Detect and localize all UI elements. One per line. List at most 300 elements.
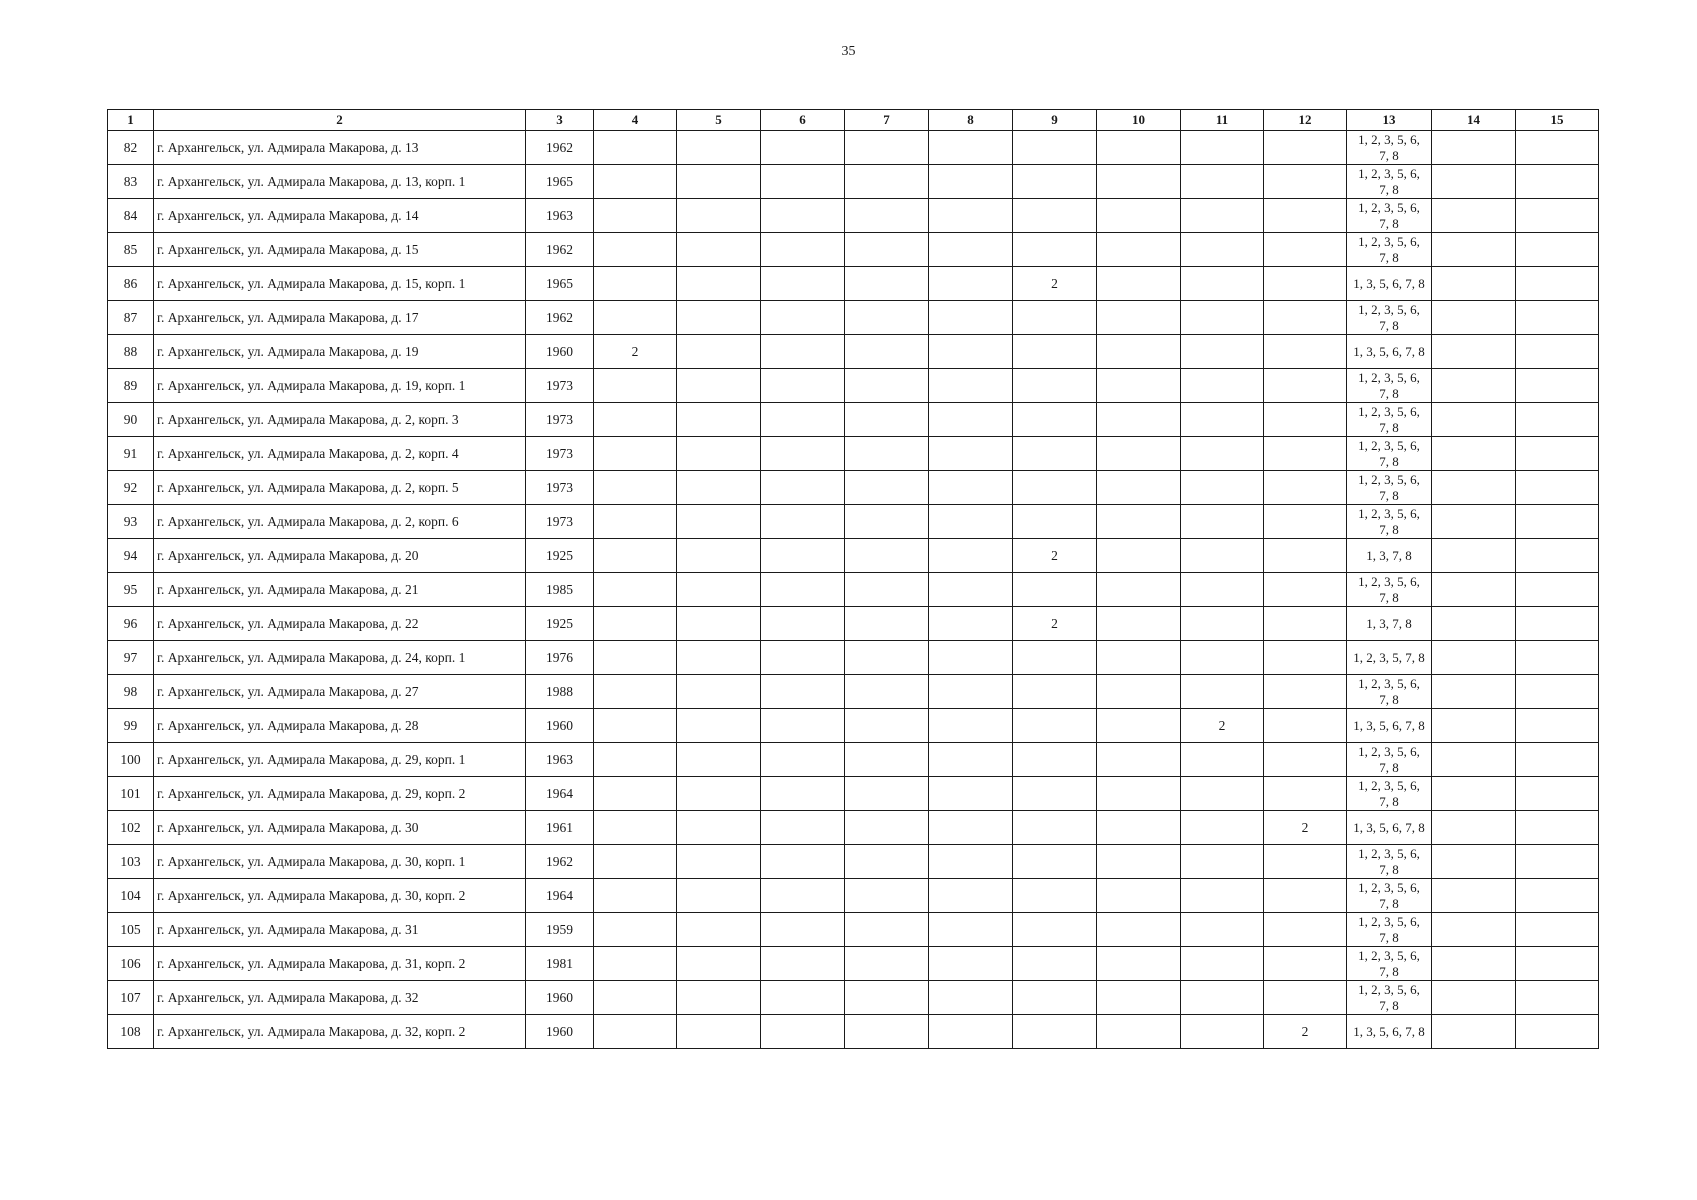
notes-text: 1, 3, 7, 8 (1366, 615, 1412, 631)
value-cell-col-8 (929, 743, 1013, 777)
notes-text: 1, 2, 3, 5, 6, 7, 8 (1358, 369, 1420, 401)
value-cell-col-11 (1181, 641, 1264, 675)
value-cell-col-6 (761, 913, 845, 947)
value-cell-col-6 (761, 539, 845, 573)
value-cell-col-7 (845, 607, 929, 641)
value-cell-col-6 (761, 573, 845, 607)
column-header-11: 11 (1181, 110, 1264, 131)
year-cell: 1960 (526, 981, 594, 1015)
value-cell-col-9 (1013, 403, 1097, 437)
value-cell-col-8 (929, 709, 1013, 743)
value-cell-col-9: 2 (1013, 607, 1097, 641)
value-cell-col-4 (594, 675, 677, 709)
table-row (108, 981, 1599, 1015)
value-cell-col-14 (1432, 641, 1516, 675)
value-cell-col-15 (1516, 743, 1599, 777)
value-cell-col-12: 2 (1264, 1015, 1347, 1049)
value-cell-col-6 (761, 947, 845, 981)
notes-cell (1347, 233, 1432, 267)
address-cell: г. Архангельск, ул. Адмирала Макарова, д. 2, корп. 6 (154, 505, 526, 539)
table-row (108, 131, 1599, 165)
value-cell-col-5 (677, 165, 761, 199)
value-cell-col-5 (677, 913, 761, 947)
value-cell-col-9 (1013, 505, 1097, 539)
address-cell: г. Архангельск, ул. Адмирала Макарова, д. 29, корп. 1 (154, 743, 526, 777)
value-cell-col-10 (1097, 947, 1181, 981)
year-cell: 1976 (526, 641, 594, 675)
year-cell: 1973 (526, 471, 594, 505)
value-cell-col-10 (1097, 267, 1181, 301)
row-number-cell: 87 (108, 301, 154, 335)
value-cell-col-12 (1264, 777, 1347, 811)
value-cell-col-10 (1097, 845, 1181, 879)
value-cell-col-4 (594, 913, 677, 947)
value-cell-col-7 (845, 675, 929, 709)
column-header-13: 13 (1347, 110, 1432, 131)
value-cell-col-4 (594, 981, 677, 1015)
table-row (108, 437, 1599, 471)
column-header-9: 9 (1013, 110, 1097, 131)
value-cell-col-6 (761, 981, 845, 1015)
value-cell-col-5 (677, 335, 761, 369)
value-cell-col-4 (594, 811, 677, 845)
address-cell: г. Архангельск, ул. Адмирала Макарова, д. 15, корп. 1 (154, 267, 526, 301)
value-cell-col-15 (1516, 573, 1599, 607)
value-cell-col-7 (845, 335, 929, 369)
table-row (108, 301, 1599, 335)
value-cell-col-14 (1432, 709, 1516, 743)
value-cell-col-6 (761, 811, 845, 845)
value-cell-col-5 (677, 981, 761, 1015)
table-body (108, 131, 1599, 1049)
value-cell-col-11 (1181, 233, 1264, 267)
notes-text: 1, 3, 7, 8 (1366, 547, 1412, 563)
column-header-5: 5 (677, 110, 761, 131)
year-cell: 1960 (526, 1015, 594, 1049)
value-cell-col-8 (929, 471, 1013, 505)
table-row (108, 913, 1599, 947)
value-cell-col-10 (1097, 675, 1181, 709)
row-number-cell: 102 (108, 811, 154, 845)
notes-text: 1, 3, 5, 6, 7, 8 (1353, 1023, 1425, 1039)
notes-text: 1, 2, 3, 5, 6, 7, 8 (1358, 913, 1420, 945)
year-cell: 1973 (526, 369, 594, 403)
value-cell-col-12 (1264, 403, 1347, 437)
notes-cell (1347, 879, 1432, 913)
value-cell-col-7 (845, 641, 929, 675)
value-cell-col-8 (929, 1015, 1013, 1049)
value-cell-col-9 (1013, 913, 1097, 947)
row-number-cell: 92 (108, 471, 154, 505)
value-cell-col-11 (1181, 777, 1264, 811)
value-cell-col-5 (677, 539, 761, 573)
value-cell-col-5 (677, 131, 761, 165)
notes-text: 1, 2, 3, 5, 6, 7, 8 (1358, 675, 1420, 707)
table-row (108, 539, 1599, 573)
value-cell-col-5 (677, 743, 761, 777)
row-number-cell: 98 (108, 675, 154, 709)
value-cell-col-7 (845, 879, 929, 913)
value-cell-col-10 (1097, 403, 1181, 437)
table-row (108, 369, 1599, 403)
value-cell-col-12 (1264, 437, 1347, 471)
value-cell-col-11 (1181, 335, 1264, 369)
value-cell-col-8 (929, 131, 1013, 165)
address-cell: г. Архангельск, ул. Адмирала Макарова, д. 2, корп. 3 (154, 403, 526, 437)
value-cell-col-15 (1516, 301, 1599, 335)
notes-text: 1, 2, 3, 5, 6, 7, 8 (1358, 981, 1420, 1013)
year-cell: 1988 (526, 675, 594, 709)
value-cell-col-8 (929, 675, 1013, 709)
value-cell-col-11 (1181, 471, 1264, 505)
table-row (108, 879, 1599, 913)
value-cell-col-9 (1013, 471, 1097, 505)
year-cell: 1965 (526, 267, 594, 301)
row-number-cell: 107 (108, 981, 154, 1015)
row-number-cell: 103 (108, 845, 154, 879)
value-cell-col-4 (594, 233, 677, 267)
value-cell-col-7 (845, 777, 929, 811)
value-cell-col-6 (761, 403, 845, 437)
value-cell-col-11 (1181, 369, 1264, 403)
value-cell-col-12 (1264, 369, 1347, 403)
value-cell-col-6 (761, 641, 845, 675)
value-cell-col-7 (845, 369, 929, 403)
notes-cell (1347, 403, 1432, 437)
value-cell-col-11 (1181, 539, 1264, 573)
row-number-cell: 84 (108, 199, 154, 233)
value-cell-col-12 (1264, 301, 1347, 335)
address-cell: г. Архангельск, ул. Адмирала Макарова, д. 2, корп. 4 (154, 437, 526, 471)
notes-cell (1347, 267, 1432, 301)
column-header-12: 12 (1264, 110, 1347, 131)
address-cell: г. Архангельск, ул. Адмирала Макарова, д. 14 (154, 199, 526, 233)
row-number-cell: 96 (108, 607, 154, 641)
value-cell-col-12 (1264, 913, 1347, 947)
notes-cell (1347, 573, 1432, 607)
notes-cell (1347, 165, 1432, 199)
notes-text: 1, 2, 3, 5, 6, 7, 8 (1358, 199, 1420, 231)
year-cell: 1925 (526, 539, 594, 573)
value-cell-col-4 (594, 539, 677, 573)
value-cell-col-15 (1516, 335, 1599, 369)
value-cell-col-5 (677, 233, 761, 267)
row-number-cell: 91 (108, 437, 154, 471)
value-cell-col-11 (1181, 403, 1264, 437)
notes-text: 1, 3, 5, 6, 7, 8 (1353, 717, 1425, 733)
value-cell-col-11 (1181, 981, 1264, 1015)
value-cell-col-11 (1181, 1015, 1264, 1049)
notes-cell (1347, 709, 1432, 743)
table-row (108, 1015, 1599, 1049)
value-cell-col-14 (1432, 743, 1516, 777)
row-number-cell: 88 (108, 335, 154, 369)
column-header-14: 14 (1432, 110, 1516, 131)
value-cell-col-6 (761, 675, 845, 709)
value-cell-col-10 (1097, 879, 1181, 913)
notes-cell (1347, 913, 1432, 947)
value-cell-col-9 (1013, 675, 1097, 709)
value-cell-col-7 (845, 845, 929, 879)
value-cell-col-5 (677, 471, 761, 505)
notes-text: 1, 2, 3, 5, 6, 7, 8 (1358, 131, 1420, 163)
value-cell-col-4 (594, 131, 677, 165)
address-cell: г. Архангельск, ул. Адмирала Макарова, д. 29, корп. 2 (154, 777, 526, 811)
value-cell-col-4: 2 (594, 335, 677, 369)
value-cell-col-15 (1516, 1015, 1599, 1049)
table-row (108, 777, 1599, 811)
value-cell-col-9 (1013, 369, 1097, 403)
column-header-4: 4 (594, 110, 677, 131)
year-cell: 1973 (526, 505, 594, 539)
value-cell-col-4 (594, 505, 677, 539)
value-cell-col-14 (1432, 437, 1516, 471)
value-cell-col-6 (761, 233, 845, 267)
row-number-cell: 104 (108, 879, 154, 913)
value-cell-col-12: 2 (1264, 811, 1347, 845)
table-row (108, 573, 1599, 607)
value-cell-col-6 (761, 777, 845, 811)
value-cell-col-4 (594, 641, 677, 675)
value-cell-col-5 (677, 403, 761, 437)
row-number-cell: 97 (108, 641, 154, 675)
value-cell-col-7 (845, 573, 929, 607)
value-cell-col-10 (1097, 165, 1181, 199)
value-cell-col-7 (845, 233, 929, 267)
value-cell-col-7 (845, 913, 929, 947)
column-header-10: 10 (1097, 110, 1181, 131)
value-cell-col-14 (1432, 267, 1516, 301)
value-cell-col-14 (1432, 471, 1516, 505)
notes-text: 1, 2, 3, 5, 6, 7, 8 (1358, 573, 1420, 605)
notes-text: 1, 2, 3, 5, 6, 7, 8 (1358, 165, 1420, 197)
row-number-cell: 85 (108, 233, 154, 267)
address-cell: г. Архангельск, ул. Адмирала Макарова, д. 24, корп. 1 (154, 641, 526, 675)
year-cell: 1962 (526, 131, 594, 165)
value-cell-col-14 (1432, 403, 1516, 437)
value-cell-col-11: 2 (1181, 709, 1264, 743)
value-cell-col-9 (1013, 777, 1097, 811)
value-cell-col-14 (1432, 777, 1516, 811)
value-cell-col-15 (1516, 403, 1599, 437)
notes-cell (1347, 199, 1432, 233)
notes-cell (1347, 131, 1432, 165)
value-cell-col-7 (845, 947, 929, 981)
value-cell-col-10 (1097, 607, 1181, 641)
value-cell-col-15 (1516, 709, 1599, 743)
column-header-1: 1 (108, 110, 154, 131)
value-cell-col-9 (1013, 811, 1097, 845)
value-cell-col-8 (929, 233, 1013, 267)
value-cell-col-10 (1097, 369, 1181, 403)
value-cell-col-9 (1013, 981, 1097, 1015)
value-cell-col-15 (1516, 233, 1599, 267)
value-cell-col-6 (761, 1015, 845, 1049)
value-cell-col-8 (929, 165, 1013, 199)
value-cell-col-8 (929, 505, 1013, 539)
value-cell-col-6 (761, 607, 845, 641)
value-cell-col-15 (1516, 539, 1599, 573)
year-cell: 1960 (526, 709, 594, 743)
column-header-3: 3 (526, 110, 594, 131)
value-cell-col-14 (1432, 981, 1516, 1015)
value-cell-col-10 (1097, 471, 1181, 505)
value-cell-col-7 (845, 505, 929, 539)
year-cell: 1962 (526, 233, 594, 267)
page-number: 35 (841, 44, 856, 59)
value-cell-col-14 (1432, 131, 1516, 165)
address-cell: г. Архангельск, ул. Адмирала Макарова, д. 2, корп. 5 (154, 471, 526, 505)
value-cell-col-5 (677, 709, 761, 743)
value-cell-col-5 (677, 1015, 761, 1049)
value-cell-col-6 (761, 199, 845, 233)
value-cell-col-9 (1013, 641, 1097, 675)
column-header-2: 2 (154, 110, 526, 131)
value-cell-col-6 (761, 879, 845, 913)
year-cell: 1959 (526, 913, 594, 947)
year-cell: 1973 (526, 403, 594, 437)
value-cell-col-10 (1097, 573, 1181, 607)
value-cell-col-7 (845, 539, 929, 573)
value-cell-col-11 (1181, 879, 1264, 913)
value-cell-col-7 (845, 1015, 929, 1049)
notes-text: 1, 2, 3, 5, 6, 7, 8 (1358, 743, 1420, 775)
address-cell: г. Архангельск, ул. Адмирала Макарова, д. 30, корп. 1 (154, 845, 526, 879)
value-cell-col-8 (929, 437, 1013, 471)
value-cell-col-10 (1097, 233, 1181, 267)
value-cell-col-15 (1516, 505, 1599, 539)
year-cell: 1960 (526, 335, 594, 369)
value-cell-col-12 (1264, 199, 1347, 233)
value-cell-col-5 (677, 811, 761, 845)
address-cell: г. Архангельск, ул. Адмирала Макарова, д. 30 (154, 811, 526, 845)
value-cell-col-4 (594, 301, 677, 335)
value-cell-col-11 (1181, 913, 1264, 947)
value-cell-col-12 (1264, 675, 1347, 709)
address-cell: г. Архангельск, ул. Адмирала Макарова, д. 32, корп. 2 (154, 1015, 526, 1049)
value-cell-col-15 (1516, 607, 1599, 641)
table-row (108, 199, 1599, 233)
value-cell-col-6 (761, 165, 845, 199)
year-cell: 1962 (526, 845, 594, 879)
value-cell-col-11 (1181, 811, 1264, 845)
value-cell-col-8 (929, 879, 1013, 913)
value-cell-col-15 (1516, 131, 1599, 165)
table-row (108, 675, 1599, 709)
notes-text: 1, 2, 3, 5, 6, 7, 8 (1358, 403, 1420, 435)
notes-cell (1347, 471, 1432, 505)
value-cell-col-12 (1264, 743, 1347, 777)
address-cell: г. Архангельск, ул. Адмирала Макарова, д. 19 (154, 335, 526, 369)
value-cell-col-4 (594, 573, 677, 607)
year-cell: 1973 (526, 437, 594, 471)
value-cell-col-7 (845, 199, 929, 233)
address-cell: г. Архангельск, ул. Адмирала Макарова, д. 30, корп. 2 (154, 879, 526, 913)
value-cell-col-15 (1516, 879, 1599, 913)
table-row (108, 165, 1599, 199)
value-cell-col-4 (594, 947, 677, 981)
value-cell-col-9 (1013, 301, 1097, 335)
value-cell-col-5 (677, 675, 761, 709)
value-cell-col-7 (845, 165, 929, 199)
value-cell-col-15 (1516, 471, 1599, 505)
row-number-cell: 83 (108, 165, 154, 199)
year-cell: 1965 (526, 165, 594, 199)
value-cell-col-7 (845, 131, 929, 165)
value-cell-col-12 (1264, 879, 1347, 913)
value-cell-col-8 (929, 811, 1013, 845)
notes-cell (1347, 437, 1432, 471)
value-cell-col-10 (1097, 1015, 1181, 1049)
value-cell-col-11 (1181, 165, 1264, 199)
value-cell-col-15 (1516, 777, 1599, 811)
value-cell-col-6 (761, 845, 845, 879)
value-cell-col-4 (594, 845, 677, 879)
value-cell-col-11 (1181, 743, 1264, 777)
value-cell-col-15 (1516, 675, 1599, 709)
value-cell-col-5 (677, 369, 761, 403)
column-header-6: 6 (761, 110, 845, 131)
value-cell-col-8 (929, 777, 1013, 811)
table-row (108, 607, 1599, 641)
value-cell-col-4 (594, 165, 677, 199)
address-cell: г. Архангельск, ул. Адмирала Макарова, д. 27 (154, 675, 526, 709)
notes-text: 1, 2, 3, 5, 6, 7, 8 (1358, 505, 1420, 537)
value-cell-col-9 (1013, 845, 1097, 879)
value-cell-col-14 (1432, 369, 1516, 403)
value-cell-col-7 (845, 981, 929, 1015)
value-cell-col-6 (761, 335, 845, 369)
value-cell-col-5 (677, 947, 761, 981)
value-cell-col-5 (677, 267, 761, 301)
value-cell-col-14 (1432, 573, 1516, 607)
value-cell-col-10 (1097, 641, 1181, 675)
value-cell-col-15 (1516, 641, 1599, 675)
year-cell: 1962 (526, 301, 594, 335)
notes-text: 1, 3, 5, 6, 7, 8 (1353, 275, 1425, 291)
value-cell-col-5 (677, 879, 761, 913)
notes-text: 1, 2, 3, 5, 6, 7, 8 (1358, 233, 1420, 265)
value-cell-col-9 (1013, 573, 1097, 607)
value-cell-col-14 (1432, 335, 1516, 369)
value-cell-col-9 (1013, 1015, 1097, 1049)
year-cell: 1964 (526, 879, 594, 913)
value-cell-col-8 (929, 335, 1013, 369)
value-cell-col-4 (594, 879, 677, 913)
table-row (108, 743, 1599, 777)
column-header-15: 15 (1516, 110, 1599, 131)
table-row (108, 471, 1599, 505)
row-number-cell: 101 (108, 777, 154, 811)
value-cell-col-14 (1432, 539, 1516, 573)
value-cell-col-6 (761, 267, 845, 301)
address-cell: г. Архангельск, ул. Адмирала Макарова, д. 31 (154, 913, 526, 947)
address-cell: г. Архангельск, ул. Адмирала Макарова, д. 32 (154, 981, 526, 1015)
value-cell-col-14 (1432, 675, 1516, 709)
value-cell-col-15 (1516, 947, 1599, 981)
value-cell-col-8 (929, 403, 1013, 437)
value-cell-col-11 (1181, 573, 1264, 607)
value-cell-col-8 (929, 913, 1013, 947)
notes-cell (1347, 675, 1432, 709)
address-cell: г. Архангельск, ул. Адмирала Макарова, д. 19, корп. 1 (154, 369, 526, 403)
value-cell-col-10 (1097, 335, 1181, 369)
row-number-cell: 100 (108, 743, 154, 777)
address-cell: г. Архангельск, ул. Адмирала Макарова, д. 17 (154, 301, 526, 335)
value-cell-col-10 (1097, 777, 1181, 811)
value-cell-col-10 (1097, 709, 1181, 743)
notes-text: 1, 2, 3, 5, 6, 7, 8 (1358, 879, 1420, 911)
